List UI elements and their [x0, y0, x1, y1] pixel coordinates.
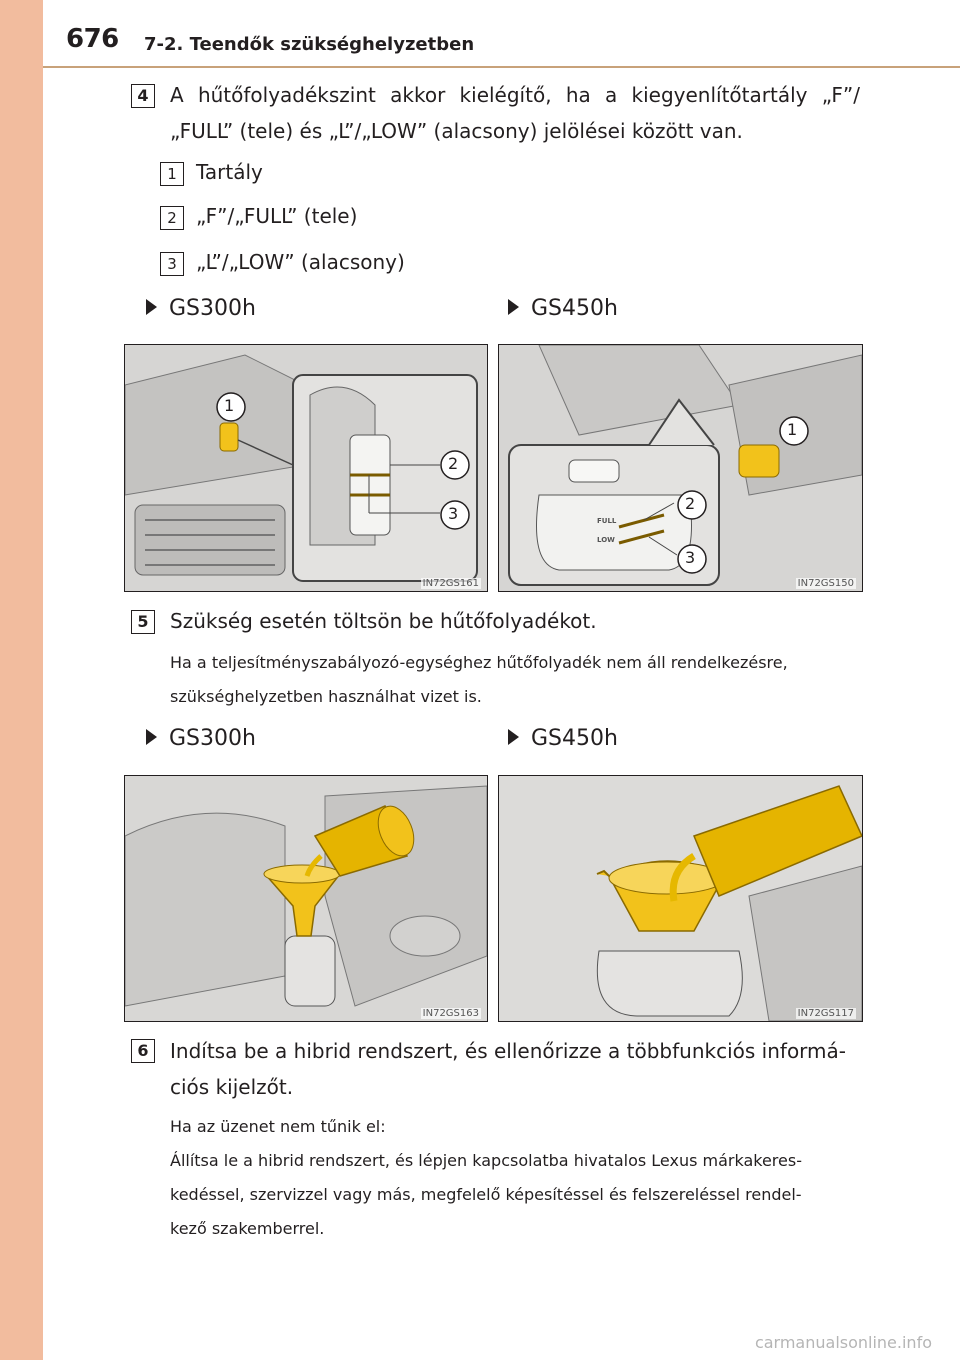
- triangle-bullet-icon: [146, 299, 157, 315]
- step-6-note: [170, 1110, 860, 1246]
- callout-2-label: „F”/„FULL” (tele): [196, 204, 358, 228]
- header-divider: [43, 66, 960, 68]
- step-4-line-2: „FULL” (tele) és „L”/„LOW” (alacsony) jelölései között van.: [170, 119, 743, 143]
- diagram-callout-1: 1: [224, 396, 235, 415]
- step-5-note-line-1: Ha a teljesítményszabályozó-egységhez hűtőfolyadék nem áll rendelkezésre,: [170, 653, 788, 672]
- diagram-callout-1: 1: [787, 420, 798, 439]
- triangle-bullet-icon: [146, 729, 157, 745]
- callout-3-label: „L”/„LOW” (alacsony): [196, 250, 405, 274]
- page-number: 676: [66, 24, 119, 54]
- diagram-callout-3: 3: [685, 548, 696, 567]
- side-color-bar: [0, 0, 43, 1360]
- callout-1: 1: [160, 162, 184, 186]
- step-6-note-line-2: Állítsa le a hibrid rendszert, és lépjen kapcsolatba hivatalos Lexus márkakeres-: [170, 1151, 802, 1170]
- engine-bay-drawing: [499, 345, 862, 591]
- low-mark-label: LOW: [597, 536, 615, 544]
- illustration-gs300h-coolant-level: [124, 344, 488, 592]
- illustration-code: IN72GS163: [422, 1008, 479, 1019]
- step-4-text: [170, 77, 860, 149]
- diagram-callout-2: 2: [685, 494, 696, 513]
- engine-bay-drawing: [125, 345, 487, 591]
- step-6-note-line-3: kedéssel, szervizzel vagy más, megfelelő képesítéssel és felszereléssel rendel-: [170, 1185, 802, 1204]
- step-5-note-line-2: szükséghelyzetben használhat vizet is.: [170, 687, 482, 706]
- step-6-note-line-1: Ha az üzenet nem tűnik el:: [170, 1117, 386, 1136]
- filling-drawing: [499, 776, 862, 1021]
- step-5-number: 5: [131, 610, 155, 634]
- step-6-line-2: ciós kijelzőt.: [170, 1075, 294, 1099]
- full-mark-label: FULL: [597, 517, 617, 525]
- step-6-line-1: Indítsa be a hibrid rendszert, és ellenőrizze a többfunkciós informá-: [170, 1039, 847, 1063]
- model-label-gs300h-2: GS300h: [146, 726, 256, 751]
- triangle-bullet-icon: [508, 299, 519, 315]
- filling-drawing: [125, 776, 487, 1021]
- illustration-gs300h-filling: [124, 775, 488, 1022]
- illustration-code: IN72GS150: [797, 578, 854, 589]
- step-4-line-1: A hűtőfolyadékszint akkor kielégítő, ha a kiegyenlítőtartály „F”/: [170, 83, 860, 107]
- triangle-bullet-icon: [508, 729, 519, 745]
- step-6-number: 6: [131, 1039, 155, 1063]
- model-label-gs450h-1: GS450h: [508, 296, 618, 321]
- step-6-note-line-4: kező szakemberrel.: [170, 1219, 325, 1238]
- diagram-callout-3: 3: [448, 504, 459, 523]
- callout-2: 2: [160, 206, 184, 230]
- callout-1-label: Tartály: [196, 160, 263, 184]
- diagram-callout-2: 2: [448, 454, 459, 473]
- step-5-text: Szükség esetén töltsön be hűtőfolyadékot.: [170, 609, 597, 633]
- step-5-note: [170, 646, 860, 714]
- step-4-number: 4: [131, 84, 155, 108]
- illustration-gs450h-filling: [498, 775, 863, 1022]
- model-label-gs300h-1: GS300h: [146, 296, 256, 321]
- callout-3: 3: [160, 252, 184, 276]
- model-label-gs450h-2: GS450h: [508, 726, 618, 751]
- illustration-code: IN72GS117: [797, 1008, 854, 1019]
- illustration-gs450h-coolant-level: [498, 344, 863, 592]
- step-6-text: [170, 1033, 860, 1105]
- section-title: 7-2. Teendők szükséghelyzetben: [144, 34, 475, 55]
- watermark: carmanualsonline.info: [754, 1333, 932, 1352]
- illustration-code: IN72GS161: [422, 578, 479, 589]
